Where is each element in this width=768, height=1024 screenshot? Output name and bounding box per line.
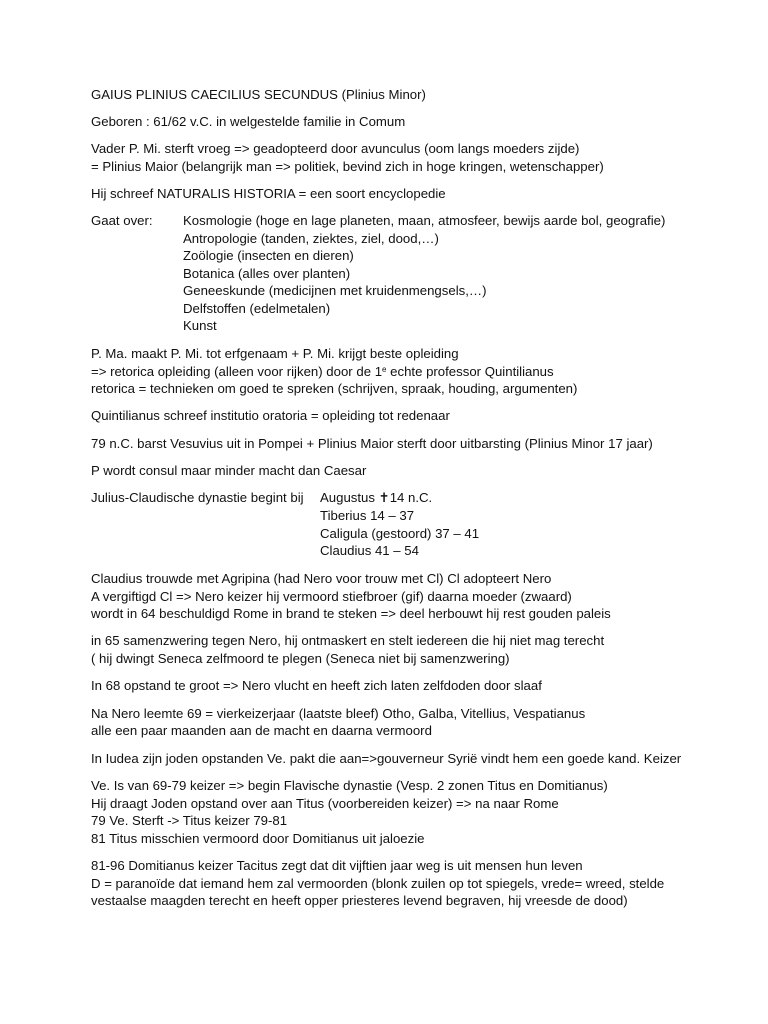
topic-item: Kosmologie (hoge en lage planeten, maan, atmosfeer, bewijs aarde bol, geografie): [183, 213, 666, 228]
text-line: 79 n.C. barst Vesuvius uit in Pompei + Plinius Maior sterft door uitbarsting (Plinius Minor 17 jaar): [91, 436, 653, 451]
text-line: wordt in 64 beschuldigd Rome in brand te steken => deel herbouwt hij rest gouden paleis: [91, 606, 611, 621]
text-line: Na Nero leemte 69 = vierkeizerjaar (laatste bleef) Otho, Galba, Vitellius, Vespatianus: [91, 706, 586, 721]
topic-item: Geneeskunde (medicijnen met kruidenmengsels,…): [183, 283, 487, 298]
text-line: vestaalse maagden terecht en heeft opper priesteres levend begraven, hij vreesde de dood): [91, 893, 628, 908]
document-title: GAIUS PLINIUS CAECILIUS SECUNDUS (Plinius Minor): [91, 87, 426, 102]
text-line: Ve. Is van 69-79 keizer => begin Flavische dynastie (Vesp. 2 zonen Titus en Domitianus): [91, 778, 608, 793]
text-line: 81-96 Domitianus keizer Tacitus zegt dat dit vijftien jaar weg is uit mensen hun leven: [91, 858, 583, 873]
text-line: In 68 opstand te groot => Nero vlucht en heeft zich laten zelfdoden door slaaf: [91, 678, 542, 693]
text-line: Quintilianus schreef institutio oratoria = opleiding tot redenaar: [91, 408, 450, 423]
topic-item: Delfstoffen (edelmetalen): [183, 301, 331, 316]
text-line: Geboren : 61/62 v.C. in welgestelde familie in Comum: [91, 114, 406, 129]
topic-item: Botanica (alles over planten): [183, 266, 351, 281]
text-line: A vergiftigd Cl => Nero keizer hij vermoord stiefbroer (gif) daarna moeder (zwaard): [91, 589, 572, 604]
text-segment: => retorica opleiding (alleen voor rijken) door de 1: [91, 364, 383, 379]
text-line: Hij schreef NATURALIS HISTORIA = een soort encyclopedie: [91, 186, 446, 201]
text-line: In Iudea zijn joden opstanden Ve. pakt die aan=>gouverneur Syrië vindt hem een goede kand. Keizer: [91, 751, 682, 766]
topic-item: Antropologie (tanden, ziektes, ziel, dood,…): [183, 231, 439, 246]
ordinal-superscript: e: [382, 365, 387, 374]
topics-label: Gaat over:: [91, 213, 153, 228]
emperor-item: Augustus ✝14 n.C.: [320, 490, 433, 505]
text-segment: echte professor Quintilianus: [386, 364, 554, 379]
text-line: 79 Ve. Sterft -> Titus keizer 79-81: [91, 813, 288, 828]
text-line: ( hij dwingt Seneca zelfmoord te plegen (Seneca niet bij samenzwering): [91, 651, 510, 666]
topic-item: Kunst: [183, 318, 217, 333]
text-line: P. Ma. maakt P. Mi. tot erfgenaam + P. Mi. krijgt beste opleiding: [91, 346, 459, 361]
text-line: retorica = technieken om goed te spreken (schrijven, spraak, houding, argumenten): [91, 381, 578, 396]
text-line: P wordt consul maar minder macht dan Caesar: [91, 463, 367, 478]
text-line: Vader P. Mi. sterft vroeg => geadopteerd door avunculus (oom langs moeders zijde): [91, 141, 580, 156]
text-line: Hij draagt Joden opstand over aan Titus (voorbereiden keizer) => na naar Rome: [91, 796, 559, 811]
text-line: D = paranoïde dat iemand hem zal vermoorden (blonk zuilen op tot spiegels, vrede= wreed, stelde: [91, 876, 665, 891]
text-line: alle een paar maanden aan de macht en daarna vermoord: [91, 723, 432, 738]
emperor-item: Tiberius 14 – 37: [320, 508, 415, 523]
topic-item: Zoölogie (insecten en dieren): [183, 248, 354, 263]
text-line: Claudius trouwde met Agripina (had Nero voor trouw met Cl) Cl adopteert Nero: [91, 571, 552, 586]
dynasty-label: Julius-Claudische dynastie begint bij: [91, 490, 304, 505]
emperor-item: Claudius 41 – 54: [320, 543, 419, 558]
text-line: = Plinius Maior (belangrijk man => politiek, bevind zich in hoge kringen, wetenschapper): [91, 159, 604, 174]
emperor-item: Caligula (gestoord) 37 – 41: [320, 526, 480, 541]
text-line: [91, 364, 554, 380]
text-line: 81 Titus misschien vermoord door Domitianus uit jaloezie: [91, 831, 425, 846]
text-line: in 65 samenzwering tegen Nero, hij ontmaskert en stelt iedereen die hij niet mag terecht: [91, 633, 605, 648]
